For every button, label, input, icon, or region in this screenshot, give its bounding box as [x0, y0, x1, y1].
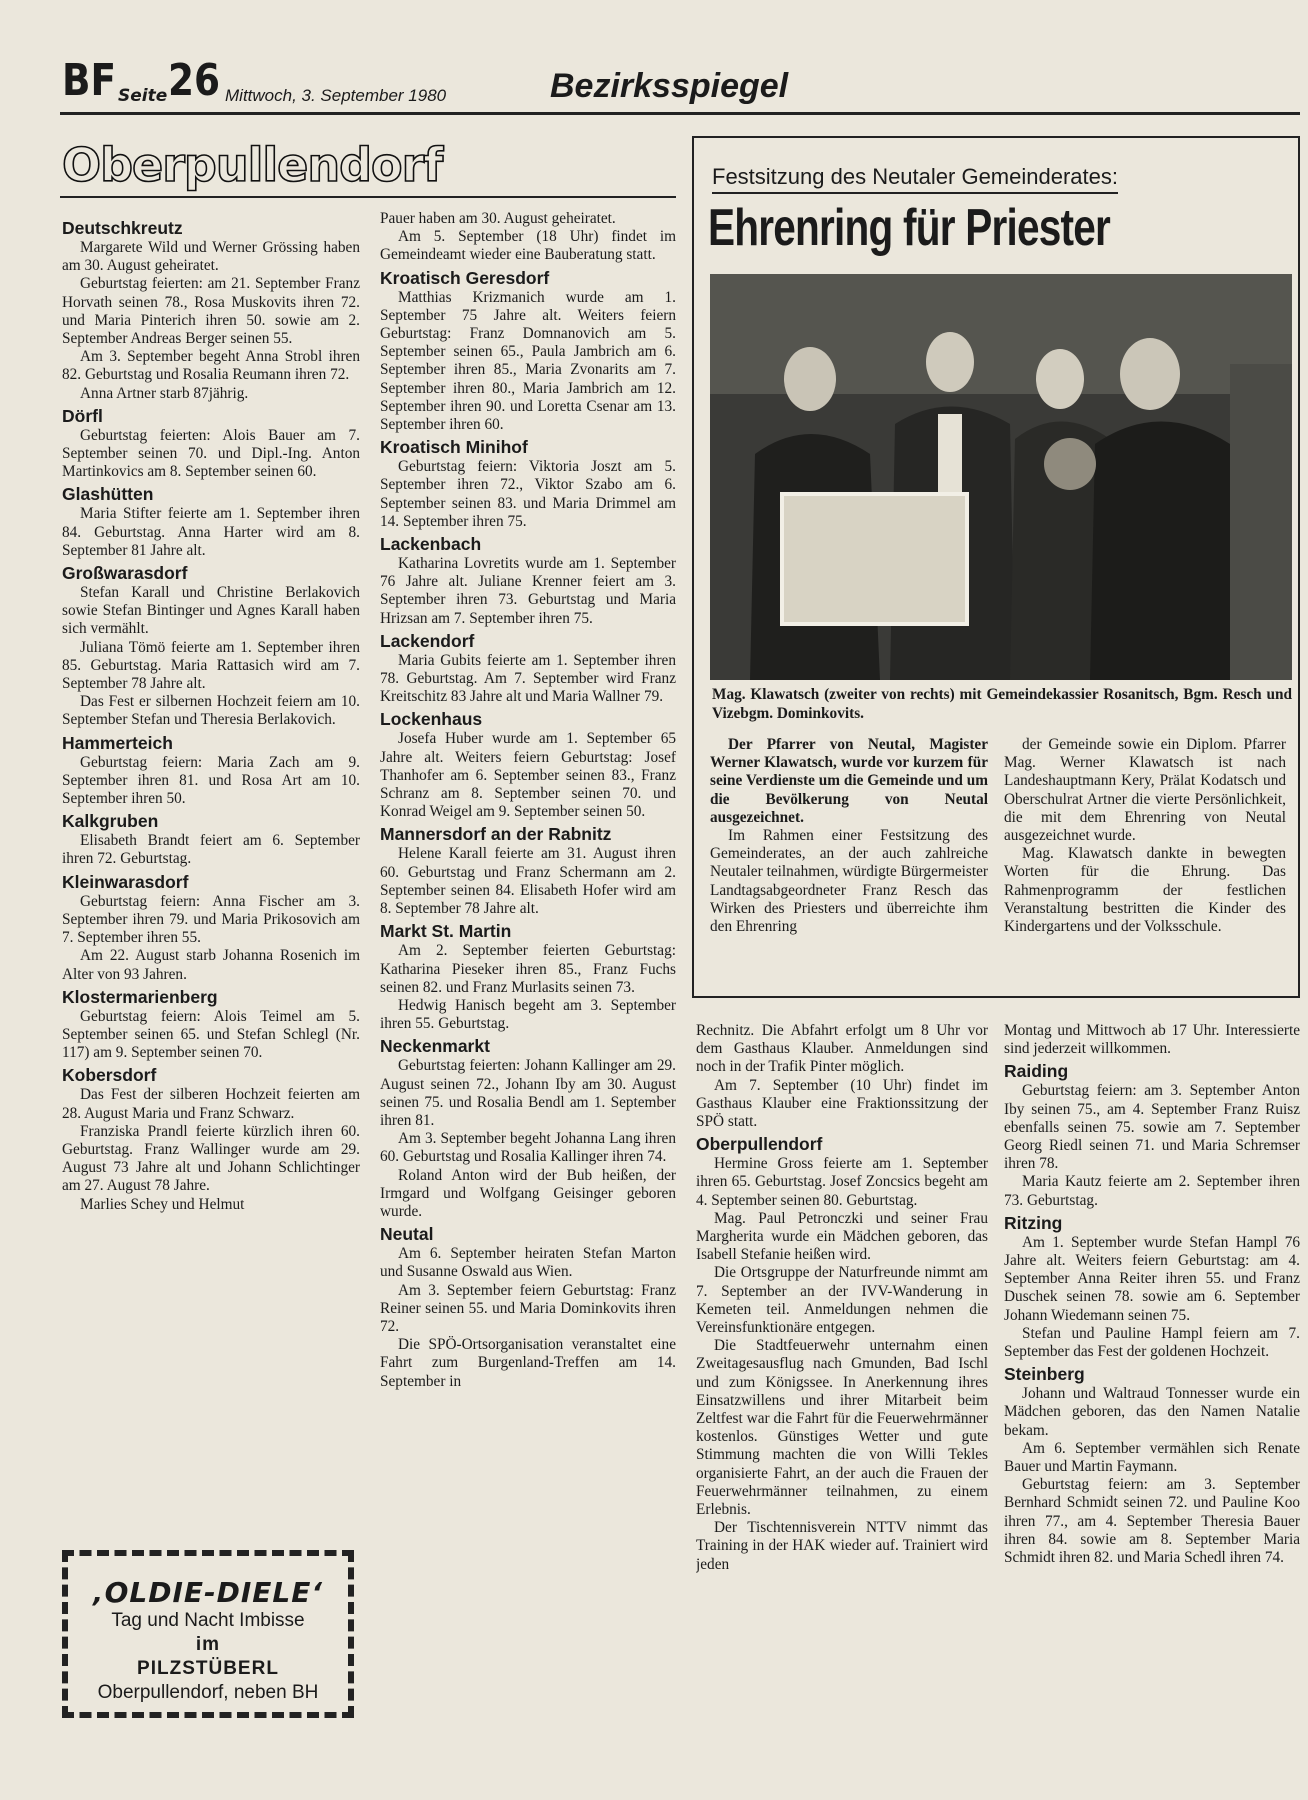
news-paragraph: Katharina Lovretits wurde am 1. September 76 Jahre alt. Juliane Krenner feiert am 3. September ihren 73. Geburtstag und Maria Hrizsan am 7. September ihren 75.	[380, 555, 676, 627]
feature-lead: Der Pfarrer von Neutal, Magister Werner Klawatsch, wurde vor kurzem für seine Verdienste um die Gemeinde und um die Bevölkerung von Neutal ausgezeichnet.	[710, 736, 988, 826]
ad-line: Tag und Nacht Imbisse	[111, 1610, 305, 1631]
town-heading: Steinberg	[1004, 1364, 1085, 1385]
news-paragraph: Geburtstag feiern: am 3. September Bernhard Schmidt seinen 72. und Pauline Koo ihren 77., am 4. September Theresia Bauer ihren 84. sowie am 8. September Maria Schmidt ihren 82. und Maria Schedl ihren 74.	[1004, 1476, 1300, 1567]
town-heading: Deutschkreutz	[62, 218, 183, 238]
news-paragraph: Am 3. September begeht Johanna Lang ihren 60. Geburtstag und Rosalia Kallinger ihren 74.	[380, 1130, 676, 1166]
news-paragraph: Geburtstag feiern: am 3. September Anton Iby seinen 75., am 4. September Franz Ruisz ebenfalls seinen 75. sowie am 7. September Georg Riedl seinen 71. und Maria Schremser ihren 78.	[1004, 1082, 1300, 1173]
feature-paragraph-cont: der Gemeinde sowie ein Diplom. Pfarrer Mag. Werner Klawatsch ist nach Landeshauptmann Kery, Prälat Kodatsch und Oberschulrat Artner die vierte Persönlichkeit, die mit dem Ehrenring von Neutal ausgezeichnet wurde.	[1004, 736, 1286, 845]
news-paragraph: Am 22. August starb Johanna Rosenich im Alter von 93 Jahren.	[62, 947, 360, 983]
town-heading: Kleinwarasdorf	[62, 871, 189, 892]
news-paragraph: Johann und Waltraud Tonnesser wurde ein Mädchen geboren, das den Namen Natalie bekam.	[1004, 1385, 1300, 1439]
town-heading: Glashütten	[62, 484, 154, 505]
news-paragraph: Am 6. September vermählen sich Renate Bauer und Martin Faymann.	[1004, 1439, 1300, 1476]
town-heading: Neutal	[380, 1224, 434, 1245]
advertisement-box	[62, 1550, 354, 1718]
town-heading: Klostermarienberg	[62, 986, 218, 1007]
news-paragraph: Am 5. September (18 Uhr) findet im Gemeindeamt wieder eine Bauberatung statt.	[380, 228, 676, 264]
feature-article	[692, 136, 1300, 998]
town-heading: Lockenhaus	[380, 709, 483, 730]
news-paragraph: Das Fest der silberen Hochzeit feierten am 28. August Maria und Franz Schwarz.	[62, 1086, 360, 1122]
news-paragraph: Hermine Gross feierte am 1. September ihren 65. Geburtstag. Josef Zoncsics begeht am 4. September seinen 80. Geburtstag.	[696, 1155, 988, 1209]
section-title: Bezirksspiegel	[550, 67, 789, 105]
news-paragraph: Helene Karall feierte am 31. August ihren 60. Geburtstag und Franz Schermann am 2. September seinen 84. Elisabeth Hofer wird am 8. September 78 Jahre alt.	[380, 845, 676, 918]
news-paragraph: Maria Kautz feierte am 2. September ihren 73. Geburtstag.	[1004, 1173, 1300, 1209]
news-paragraph: Geburtstag feiern: Maria Zach am 9. September ihren 81. und Rosa Art am 10. September ihren 50.	[62, 753, 360, 808]
town-heading: Kroatisch Minihof	[380, 437, 528, 458]
news-paragraph: Geburtstag feierten: am 21. September Franz Horvath seinen 78., Rosa Muskovits ihren 72. und Maria Pinterich ihren 50. sowie am 2. September Andreas Berger seinen 55.	[62, 275, 360, 348]
news-paragraph: Anna Artner starb 87jährig.	[80, 384, 249, 402]
feature-column-right	[1004, 736, 1286, 984]
news-paragraph: Matthias Krizmanich wurde am 1. September 75 Jahre alt. Weiters feiern Geburtstag: Franz Domnanovich am 5. September seinen 65., Paula Jambrich am 6. September ihren 85., Maria Zvonarits am 7. September ihren 80., Maria Jambrich am 12. September ihren 90. und Loretta Csenar am 13. September ihren 60.	[380, 288, 676, 434]
town-heading: Lackendorf	[380, 630, 475, 651]
town-heading: Lackenbach	[380, 534, 482, 555]
town-heading: Kroatisch Geresdorf	[380, 267, 550, 288]
news-paragraph: Marlies Schey und Helmut	[80, 1195, 245, 1213]
town-heading: Kalkgruben	[62, 811, 159, 832]
news-paragraph: Hedwig Hanisch begeht am 3. September ihren 55. Geburtstag.	[380, 996, 676, 1033]
news-paragraph: Geburtstag feierten: Johann Kallinger am 29. August seinen 72., Johann Iby am 30. August seinen 75. und Rosalia Bendl am 1. September ihren 81.	[380, 1057, 676, 1129]
news-paragraph: Die Stadtfeuerwehr unternahm einen Zweitagesausflug nach Gmunden, Bad Ischl und zum Königssee. In Anerkennung ihres Einsatzwillens und ihrer Mitarbeit beim Zeltfest war die Fahrt für die Feuerwehrmänner kostenlos. Günstiges Wetter und gute Stimmung machten die von Willi Tekles organisierte Fahrt, an der auch die Frauen der Feuerwehrmänner teilnahmen, zu einem Erlebnis.	[696, 1337, 988, 1519]
news-paragraph: Die Ortsgruppe der Naturfreunde nimmt am 7. September an der IVV-Wanderung in Kemeten teil. Anmeldungen nehmen die Vereinsfunktionäre entgegen.	[696, 1264, 988, 1337]
column-3-lead: Rechnitz. Die Abfahrt erfolgt um 8 Uhr vor dem Gasthaus Klauber. Anmeldungen sind noch in der Trafik Pinter möglich.	[696, 1022, 988, 1076]
ad-title: ‚OLDIE-DIELE‘	[92, 1576, 324, 1609]
town-heading: Neckenmarkt	[380, 1036, 490, 1057]
news-paragraph: Stefan Karall und Christine Berlakovich sowie Stefan Bintinger und Agnes Karall haben sich vermählt.	[62, 584, 360, 638]
feature-headline: Ehrenring für Priester	[708, 199, 1111, 257]
news-paragraph: Franziska Prandl feierte kürzlich ihren 60. Geburtstag. Franz Wallinger wurde am 29. August 73 Jahre alt und Johann Schlichtinger am 27. August 78 Jahre.	[62, 1122, 360, 1195]
news-paragraph: Am 1. September wurde Stefan Hampl 76 Jahre alt. Weiters feiern Geburtstag: am 4. September Anna Reiter ihren 55. und Franz Duschek seinen 78. sowie am 6. September Johann Wiedemann seinen 75.	[1004, 1233, 1300, 1324]
news-paragraph: Roland Anton wird der Bub heißen, der Irmgard und Wolfgang Geisinger geboren wurde.	[380, 1166, 676, 1220]
place-title: Oberpullendorf	[62, 138, 443, 192]
news-paragraph: Mag. Paul Petronczki und seiner Frau Margherita wurde ein Mädchen geboren, das Isabell Stefanie heißen wird.	[696, 1209, 988, 1264]
town-heading: Oberpullendorf	[696, 1134, 823, 1155]
town-heading: Hammerteich	[62, 732, 173, 753]
town-heading: Markt St. Martin	[380, 921, 512, 942]
news-paragraph: Am 2. September feierten Geburtstag: Katharina Pieseker ihren 85., Franz Fuchs seinen 82. und Franz Murlasits seinen 73.	[380, 942, 676, 996]
news-paragraph: Maria Stifter feierte am 1. September ihren 84. Geburtstag. Anna Harter wird am 8. September 81 Jahre alt.	[62, 505, 360, 559]
town-heading: Großwarasdorf	[62, 563, 188, 584]
news-paragraph: Der Tischtennisverein NTTV nimmt das Training in der HAK wieder auf. Trainiert wird jeden	[696, 1519, 988, 1573]
news-paragraph: Geburtstag feiern: Viktoria Joszt am 5. September ihren 72., Viktor Szabo am 6. September seinen 83. und Maria Drimmel am 14. September ihren 75.	[380, 458, 676, 530]
feature-column-left	[710, 736, 988, 984]
page-number: 26	[168, 55, 221, 106]
news-paragraph: Die SPÖ-Ortsorganisation veranstaltet eine Fahrt zum Burgenland-Treffen am 14. September in	[380, 1336, 676, 1390]
ad-venue: PILZSTÜBERL	[137, 1658, 279, 1679]
photo-caption: Mag. Klawatsch (zweiter von rechts) mit Gemeindekassier Rosanitsch, Bgm. Resch und Vizebgm. Dominkovits.	[712, 686, 1292, 722]
news-column-2	[380, 210, 676, 1728]
news-paragraph: Juliana Tömö feierte am 1. September ihren 85. Geburtstag. Maria Rattasich wird am 7. September 78 Jahre alt.	[62, 638, 360, 693]
town-heading: Raiding	[1004, 1061, 1069, 1082]
news-paragraph: Josefa Huber wurde am 1. September 65 Jahre alt. Weiters feiern Geburtstag: Josef Thanhofer am 6. September seinen 83., Franz Schranz am 8. September seinen 70. und Konrad Weigel am 9. September seinen 50.	[380, 730, 676, 821]
news-paragraph: Geburtstag feierten: Alois Bauer am 7. September seinen 70. und Dipl.-Ing. Anton Martinkovics am 8. September seinen 60.	[62, 426, 360, 481]
news-paragraph: Margarete Wild und Werner Grössing haben am 30. August geheiratet.	[62, 239, 360, 275]
feature-kicker: Festsitzung des Neutaler Gemeinderates:	[712, 164, 1118, 194]
feature-paragraph: Mag. Klawatsch dankte in bewegten Worten für die Ehrung. Das Rahmenprogramm der festlichen Veranstaltung bestritten die Kinder des Kindergartens und der Volksschule.	[1004, 845, 1286, 936]
column-4-lead: Montag und Mittwoch ab 17 Uhr. Interessierte sind jederzeit willkommen.	[1004, 1022, 1300, 1058]
news-paragraph: Am 3. September feiern Geburtstag: Franz Reiner seinen 55. und Maria Dominkovits ihren 72.	[380, 1281, 676, 1335]
column-2-lead: Pauer haben am 30. August geheiratet.	[380, 210, 616, 227]
ceremony-photo	[710, 274, 1292, 680]
news-paragraph: Elisabeth Brandt feiert am 6. September ihren 72. Geburtstag.	[62, 832, 360, 868]
news-paragraph: Maria Gubits feierte am 1. September ihren 78. Geburtstag. Am 7. September wird Franz Kreitschitz 83 Jahre alt und Maria Wallner 79.	[380, 651, 676, 706]
news-column-1	[62, 215, 360, 1527]
news-column-4	[1004, 1022, 1300, 1730]
news-paragraph: Am 3. September begeht Anna Strobl ihren 82. Geburtstag und Rosalia Reumann ihren 72.	[62, 348, 360, 384]
feature-paragraph: Im Rahmen einer Festsitzung des Gemeinderates, an der auch zahlreiche Neutaler teilnahmen, würdigte Bürgermeister Landtagsabgeordneter Franz Resch das Wirken des Priesters und überreichte ihm den Ehrenring	[710, 827, 988, 936]
news-paragraph: Geburtstag feiern: Alois Teimel am 5. September seinen 65. und Stefan Schlegl (Nr. 117) am 9. September seinen 70.	[62, 1007, 360, 1062]
issue-date: Mittwoch, 3. September 1980	[225, 86, 447, 105]
place-header	[60, 138, 676, 198]
news-paragraph: Geburtstag feiern: Anna Fischer am 3. September ihren 79. und Maria Prikosovich am 7. September ihren 55.	[62, 892, 360, 947]
news-column-3	[696, 1022, 988, 1730]
town-heading: Mannersdorf an der Rabnitz	[380, 824, 612, 845]
photo-image	[710, 274, 1292, 680]
news-paragraph: Das Fest er silbernen Hochzeit feiern am 10. September Stefan und Theresia Berlakovich.	[62, 693, 360, 729]
ad-line: im	[195, 1634, 221, 1655]
news-paragraph: Am 7. September (10 Uhr) findet im Gasthaus Klauber eine Fraktionssitzung der SPÖ statt.	[696, 1076, 988, 1131]
masthead	[60, 55, 1300, 115]
news-paragraph: Am 6. September heiraten Stefan Marton und Susanne Oswald aus Wien.	[380, 1245, 676, 1281]
news-paragraph: Stefan und Pauline Hampl feiern am 7. September das Fest der goldenen Hochzeit.	[1004, 1324, 1300, 1361]
town-heading: Ritzing	[1004, 1212, 1063, 1233]
town-heading: Dörfl	[62, 405, 103, 426]
page-label: Seite	[118, 86, 168, 106]
town-heading: Kobersdorf	[62, 1065, 157, 1086]
ad-address: Oberpullendorf, neben BH	[97, 1682, 319, 1703]
paper-logo: BF	[62, 55, 117, 106]
